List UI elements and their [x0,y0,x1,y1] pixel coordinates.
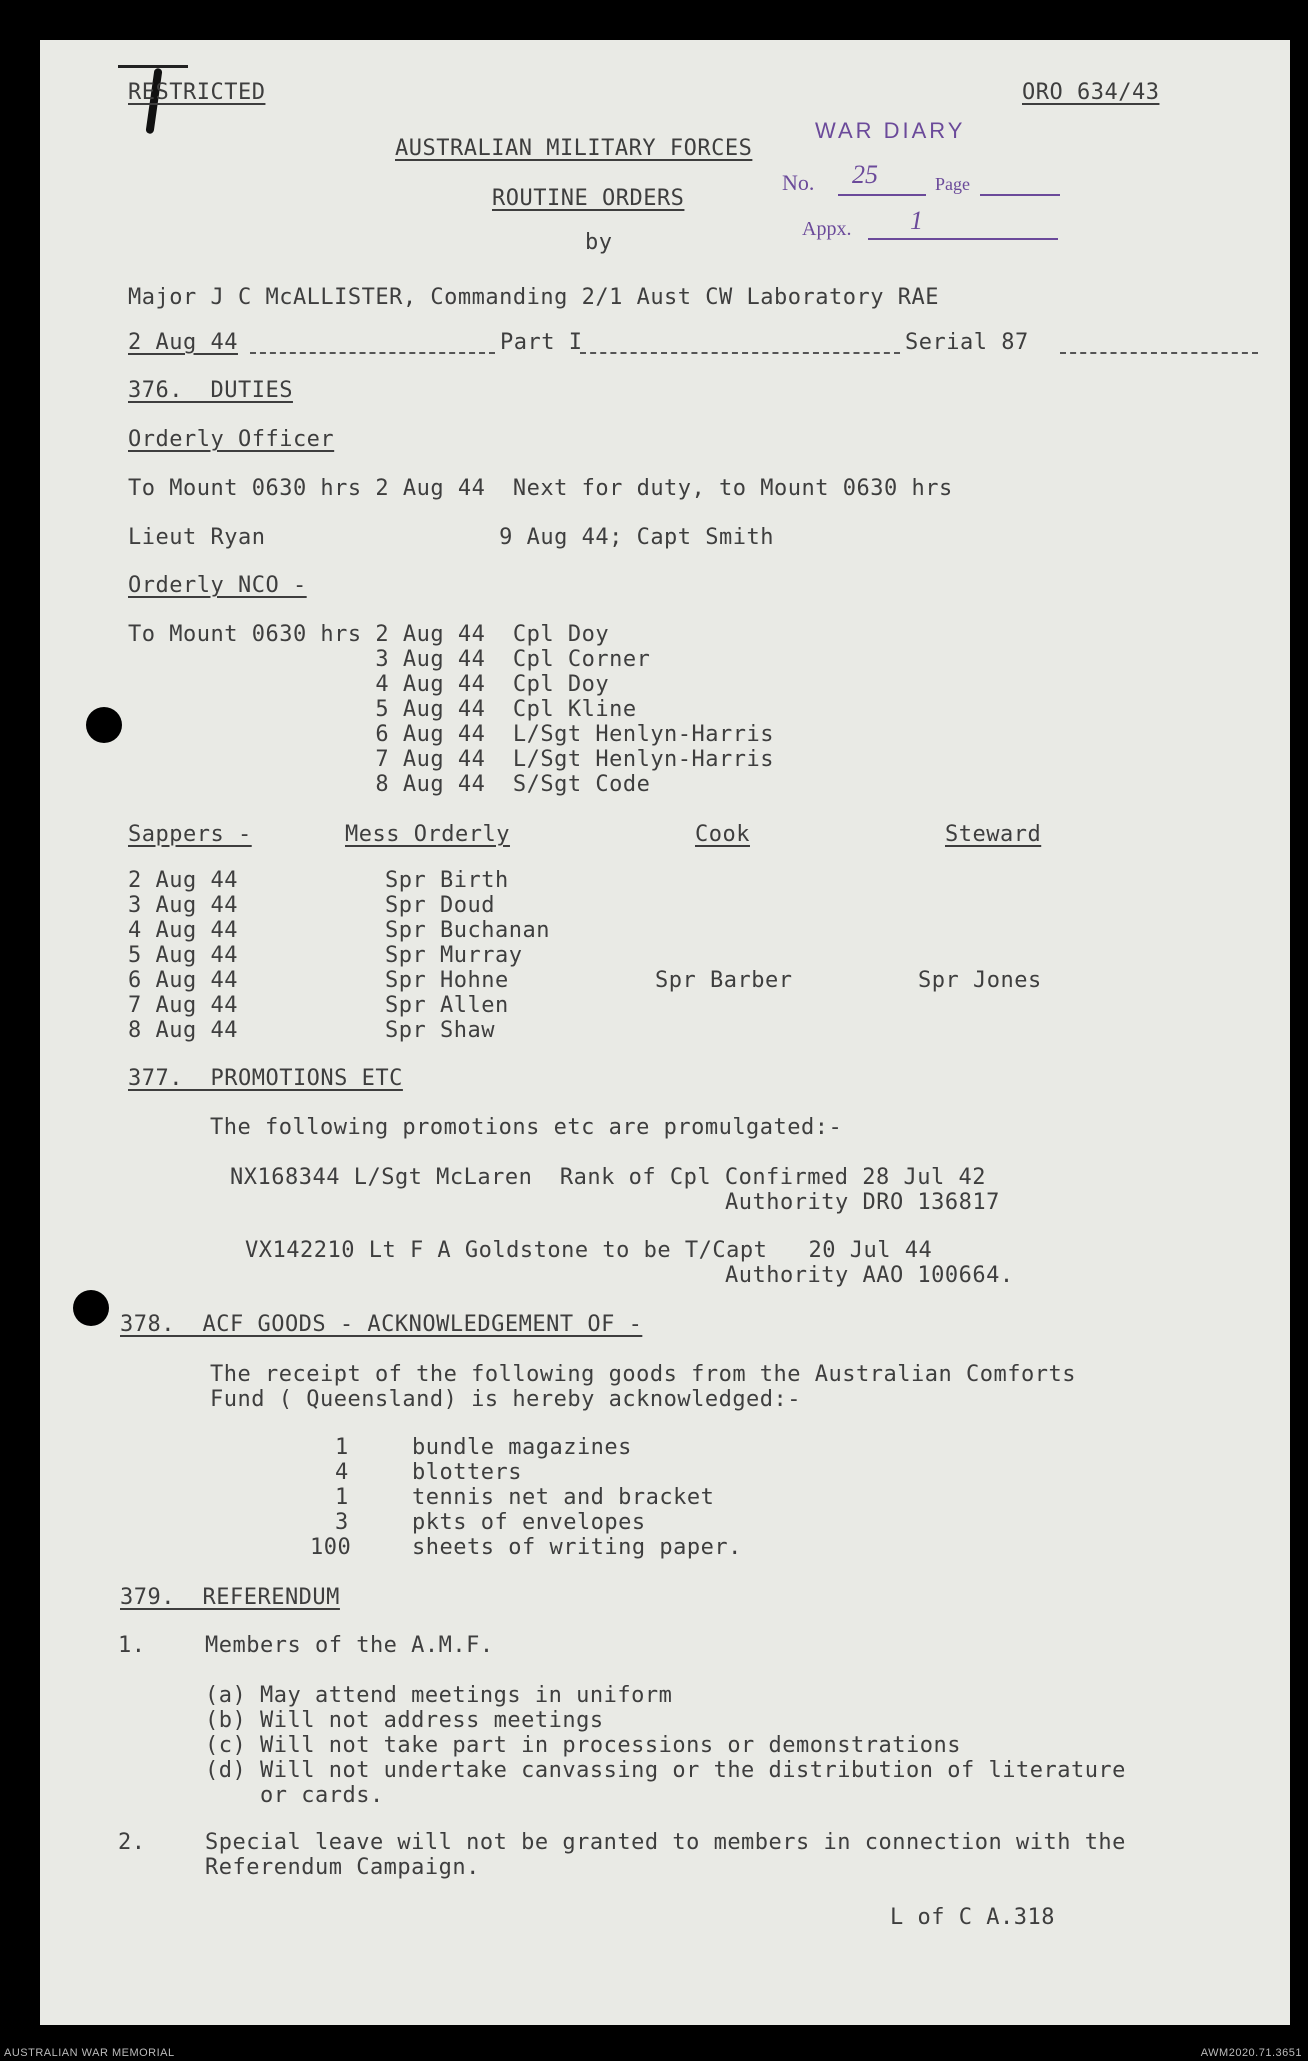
stamp-no-label: No. [782,170,815,195]
commander-line: Major J C McALLISTER, Commanding 2/1 Aust CW Laboratory RAE [128,285,939,310]
paragraph-number: 2. [118,1830,146,1855]
part-rule [580,352,900,354]
referendum-sub-item: (b) Will not address meetings [205,1708,604,1733]
cook-name: Spr Barber [655,968,793,993]
promotion-entry: NX168344 L/Sgt McLaren Rank of Cpl Confirmed 28 Jul 42 [230,1165,986,1190]
referendum-sub-item: (c) Will not take part in processions or demonstrations [205,1733,961,1758]
nco-roster-row: 7 Aug 44 L/Sgt Henlyn-Harris [128,747,775,772]
goods-quantity: 100 [310,1535,352,1560]
sapper-mess-orderly: Spr Shaw [385,1018,495,1043]
sapper-mess-orderly: Spr Doud [385,893,495,918]
steward-column-heading: Steward [945,822,1042,847]
promotion-entry: VX142210 Lt F A Goldstone to be T/Capt 20 Jul 44 [245,1238,933,1263]
archive-credit: AUSTRALIAN WAR MEMORIAL [4,2047,175,2059]
archive-item-number: AWM2020.71.3651 [1200,2047,1302,2059]
war-diary-stamp-title: WAR DIARY [815,118,966,143]
sapper-date: 2 Aug 44 [128,868,238,893]
mess-orderly-column-heading: Mess Orderly [345,822,510,847]
stamp-no-rule [838,194,926,196]
cook-column-heading: Cook [695,822,750,847]
stamp-page-label: Page [935,174,970,194]
pen-mark [118,65,188,68]
orderly-officer-line: To Mount 0630 hrs 2 Aug 44 Next for duty, to Mount 0630 hrs [128,476,953,501]
orderly-officer-heading: Orderly Officer [128,427,335,452]
section-379-heading: 379. REFERENDUM [120,1585,340,1610]
punch-hole-bottom [73,1290,109,1326]
goods-item: blotters [412,1460,522,1485]
nco-roster-row: 4 Aug 44 Cpl Doy [128,672,610,697]
goods-quantity: 1 [335,1435,349,1460]
nco-roster-row: To Mount 0630 hrs 2 Aug 44 Cpl Doy [128,622,610,647]
organisation-title: AUSTRALIAN MILITARY FORCES [395,136,753,161]
nco-roster-row: 6 Aug 44 L/Sgt Henlyn-Harris [128,722,775,747]
section-376-heading: 376. DUTIES [128,378,293,403]
sapper-date: 5 Aug 44 [128,943,238,968]
goods-quantity: 3 [335,1510,349,1535]
serial-rule [1060,352,1258,354]
acf-paragraph-line: Fund ( Queensland) is hereby acknowledged:- [210,1387,802,1412]
stamp-appx-label: Appx. [802,218,852,240]
sapper-mess-orderly: Spr Birth [385,868,509,893]
part-number: Part I [500,330,583,355]
referendum-sub-item: or cards. [205,1783,384,1808]
punch-hole-top [86,707,122,743]
sapper-date: 3 Aug 44 [128,893,238,918]
sapper-mess-orderly: Spr Murray [385,943,523,968]
orderly-officer-line: Lieut Ryan 9 Aug 44; Capt Smith [128,525,775,550]
referendum-sub-item: (d) Will not undertake canvassing or the distribution of literature [205,1758,1126,1783]
referendum-paragraph: Members of the A.M.F. [205,1633,494,1658]
goods-item: sheets of writing paper. [412,1535,742,1560]
by-line: by [585,230,613,255]
referendum-paragraph: Special leave will not be granted to members in connection with the [205,1830,1126,1855]
sapper-date: 8 Aug 44 [128,1018,238,1043]
sappers-column-heading: Sappers - [128,822,252,847]
section-378-heading: 378. ACF GOODS - ACKNOWLEDGEMENT OF - [120,1312,643,1337]
stamp-appx-value: 1 [910,206,923,235]
nco-roster-row: 5 Aug 44 Cpl Kline [128,697,637,722]
paragraph-number: 1. [118,1633,146,1658]
goods-quantity: 1 [335,1485,349,1510]
nco-roster-row: 3 Aug 44 Cpl Corner [128,647,651,672]
document-type: ROUTINE ORDERS [492,186,685,211]
sapper-mess-orderly: Spr Buchanan [385,918,550,943]
classification: RESTRICTED [128,80,266,105]
stamp-appx-rule [868,238,1058,240]
goods-item: tennis net and bracket [412,1485,715,1510]
sapper-mess-orderly: Spr Hohne [385,968,509,993]
promotion-authority: Authority AAO 100664. [725,1263,1014,1288]
orderly-nco-heading: Orderly NCO - [128,573,307,598]
stamp-page-rule [980,194,1060,196]
goods-item: bundle magazines [412,1435,632,1460]
reference-number: ORO 634/43 [1022,80,1160,105]
order-date: 2 Aug 44 [128,330,238,355]
stamp-no-value: 25 [852,160,878,189]
promotions-intro: The following promotions etc are promulgated:- [210,1115,843,1140]
section-377-heading: 377. PROMOTIONS ETC [128,1066,403,1091]
acf-paragraph-line: The receipt of the following goods from the Australian Comforts [210,1362,1076,1387]
nco-roster-row: 8 Aug 44 S/Sgt Code [128,772,651,797]
goods-item: pkts of envelopes [412,1510,646,1535]
date-rule [250,352,495,354]
sapper-date: 6 Aug 44 [128,968,238,993]
sapper-date: 4 Aug 44 [128,918,238,943]
sapper-date: 7 Aug 44 [128,993,238,1018]
serial-number: Serial 87 [905,330,1029,355]
goods-quantity: 4 [335,1460,349,1485]
referendum-sub-item: (a) May attend meetings in uniform [205,1683,673,1708]
promotion-authority: Authority DRO 136817 [725,1190,1000,1215]
referendum-paragraph: Referendum Campaign. [205,1855,480,1880]
sapper-mess-orderly: Spr Allen [385,993,509,1018]
distribution-reference: L of C A.318 [890,1905,1055,1930]
steward-name: Spr Jones [918,968,1042,993]
